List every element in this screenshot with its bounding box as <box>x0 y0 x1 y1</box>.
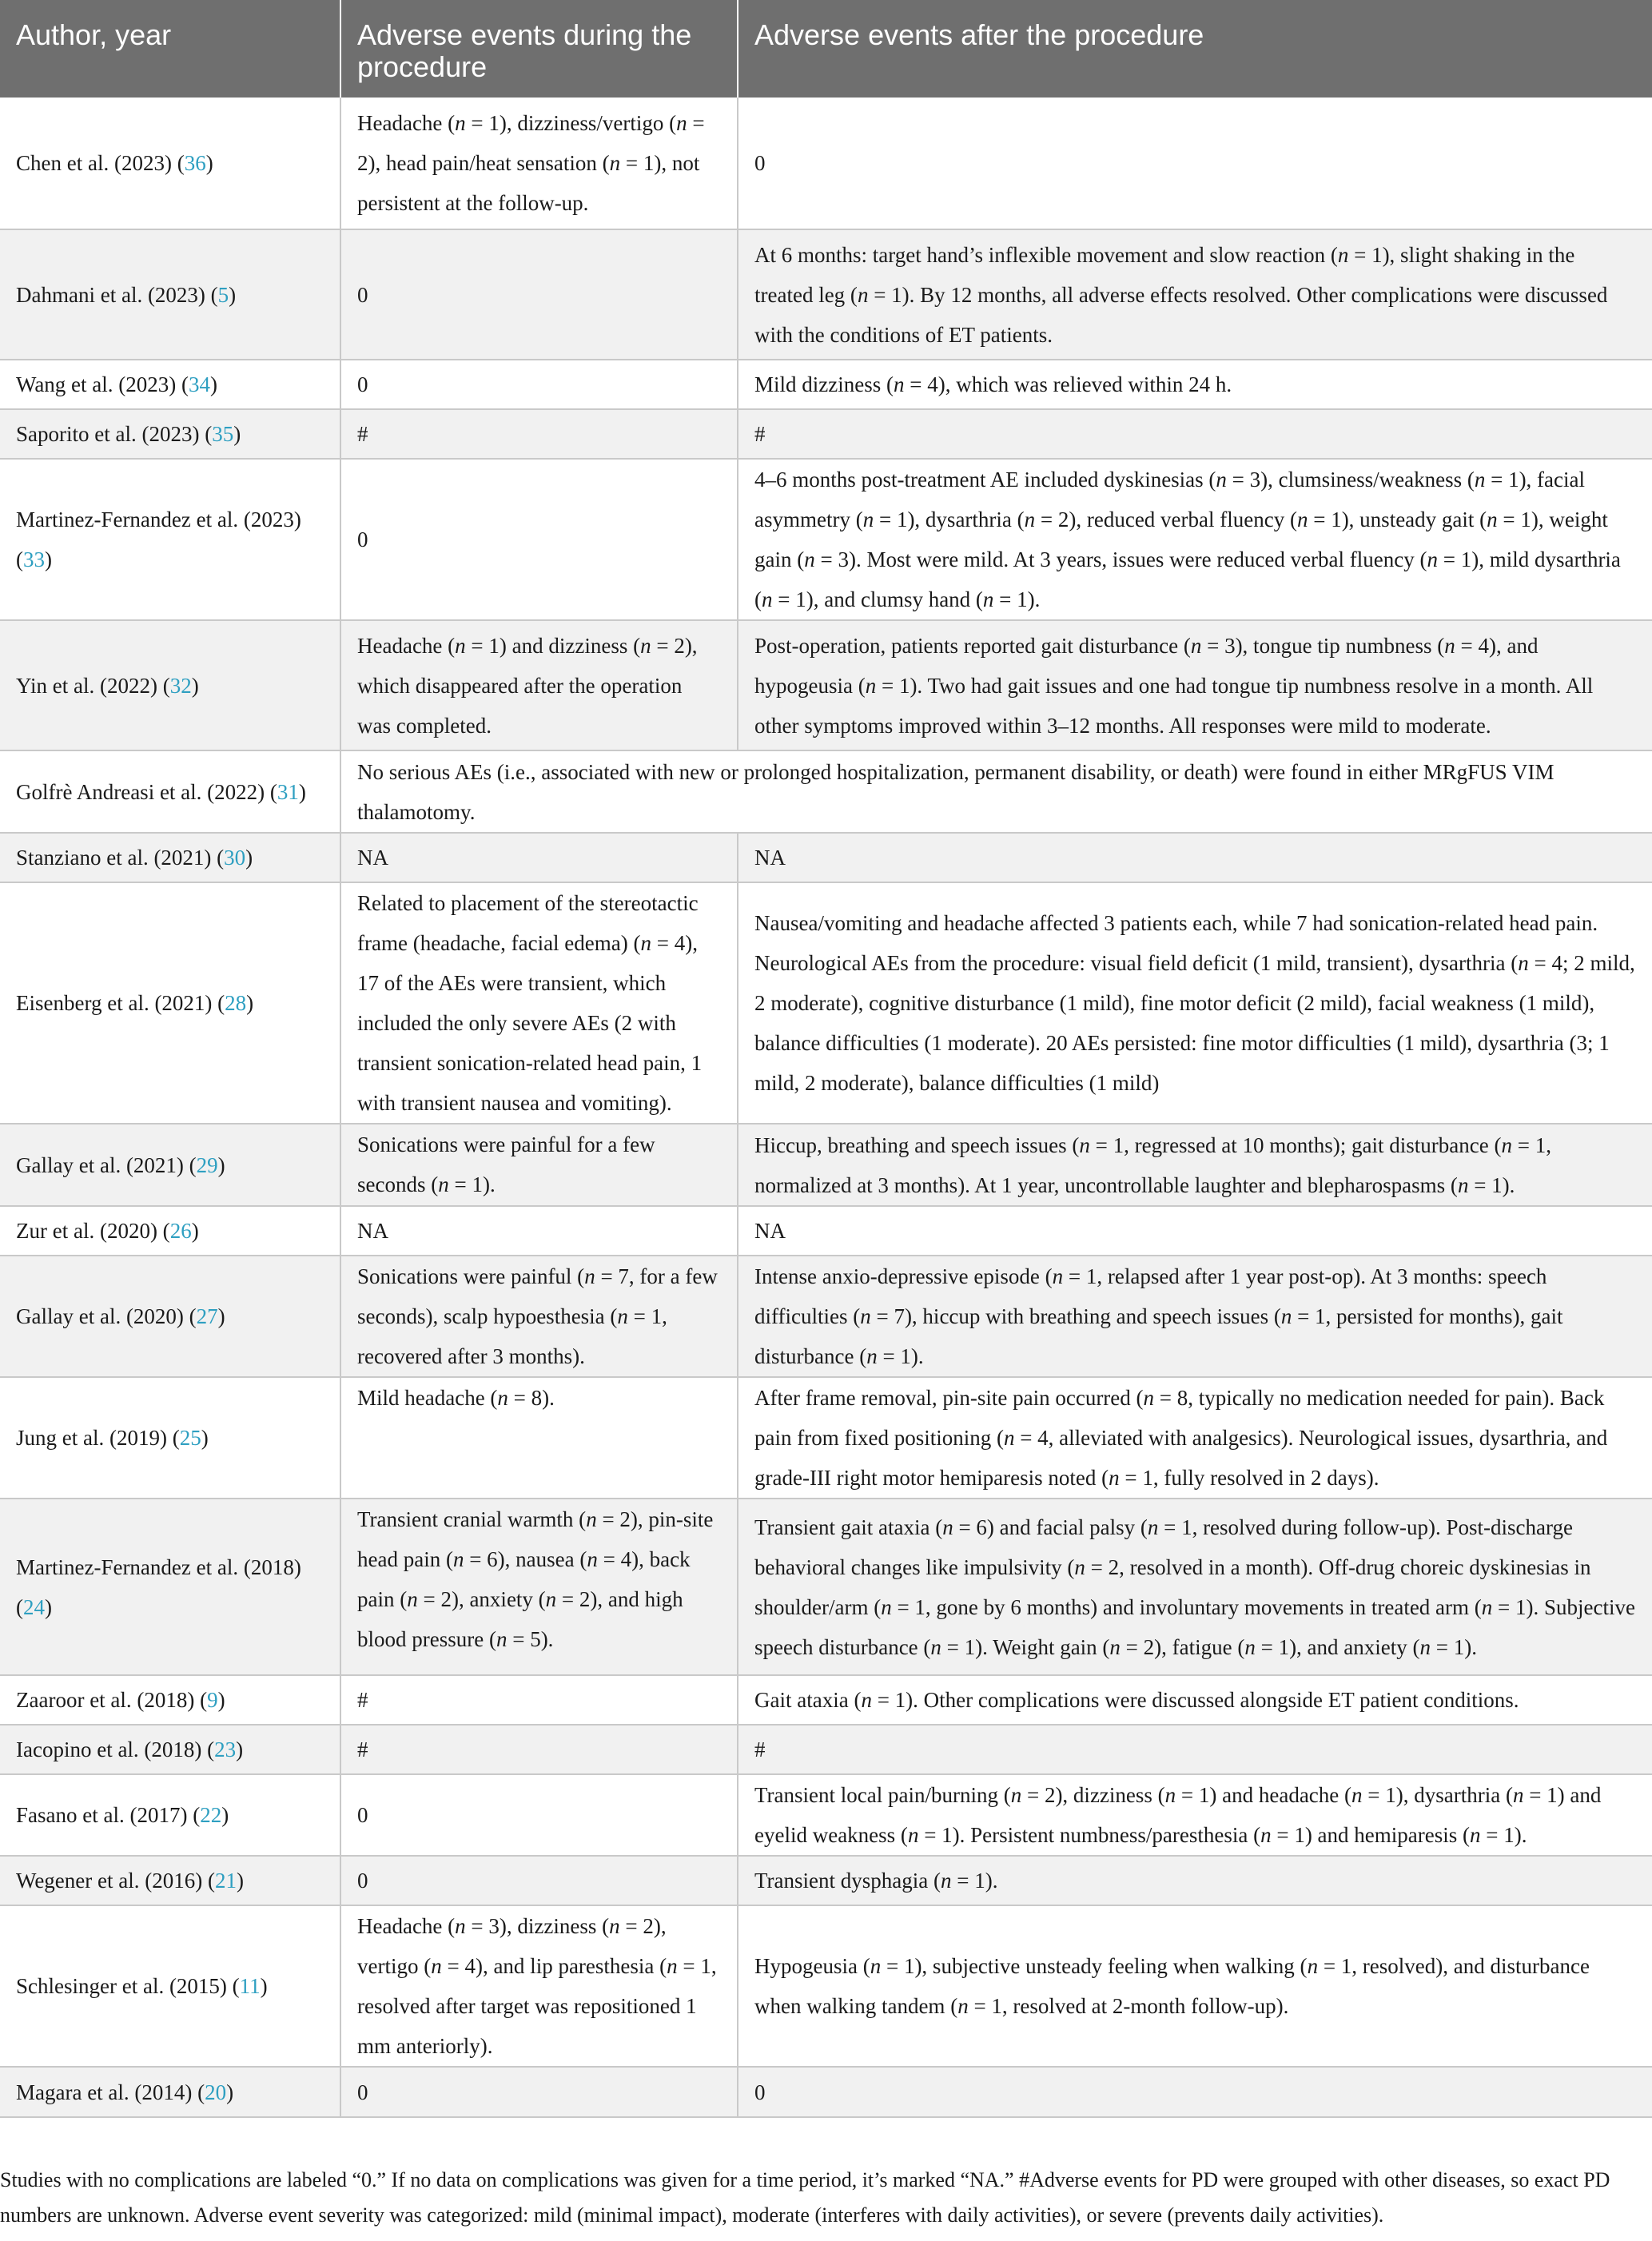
table-body <box>0 98 1652 2117</box>
study-label: Saporito et al. (2023) ( <box>16 422 213 446</box>
reference-link[interactable]: 5 <box>217 282 229 307</box>
study-cell <box>0 2067 340 2117</box>
study-cell <box>0 1725 340 1774</box>
study-label: Zur et al. (2020) ( <box>16 1219 170 1243</box>
during-procedure-cell: 0 <box>340 229 738 360</box>
after-procedure-cell: Hypogeusia (n = 1), subjective unsteady feeling when walking (n = 1, resolved), and disturbance when walking tandem (n = 1, resolved at 2-month follow-up). <box>738 1905 1652 2067</box>
study-cell <box>0 98 340 229</box>
after-procedure-cell: NA <box>738 1206 1652 1256</box>
study-label: Martinez-Fernandez et al. (2023) ( <box>16 508 301 571</box>
study-cell <box>0 1856 340 1905</box>
header-after-procedure: Adverse events after the procedure <box>738 0 1652 98</box>
reference-link[interactable]: 22 <box>200 1803 222 1827</box>
reference-link[interactable]: 27 <box>196 1304 218 1328</box>
study-cell <box>0 1675 340 1725</box>
study-label-close: ) <box>205 151 213 175</box>
study-cell <box>0 750 340 833</box>
study-cell <box>0 1377 340 1499</box>
study-cell <box>0 1124 340 1206</box>
study-label-close: ) <box>45 1594 52 1619</box>
study-label: Zaaroor et al. (2018) ( <box>16 1688 208 1712</box>
during-procedure-cell: # <box>340 1725 738 1774</box>
table-row <box>0 750 1652 833</box>
study-label-close: ) <box>191 673 199 698</box>
after-procedure-cell: 4–6 months post-treatment AE included dyskinesias (n = 3), clumsiness/weakness (n = 1), facial asymmetry (n = 1), dysarthria (n = 2), reduced verbal fluency (n = 1), unsteady gait (n = 1), weight gain (n = 3). Most were mild. At 3 years, issues were reduced verbal fluency (n = 1), mild dysarthria (n = 1), and clumsy hand (n = 1). <box>738 459 1652 620</box>
during-procedure-cell: 0 <box>340 459 738 620</box>
study-cell <box>0 459 340 620</box>
study-label-close: ) <box>45 547 52 571</box>
table-row <box>0 833 1652 882</box>
study-label-close: ) <box>236 1869 244 1893</box>
study-label-close: ) <box>226 2080 234 2104</box>
table-row <box>0 1675 1652 1725</box>
study-label: Eisenberg et al. (2021) ( <box>16 991 225 1015</box>
after-procedure-cell: # <box>738 1725 1652 1774</box>
after-procedure-cell: NA <box>738 833 1652 882</box>
study-label: Dahmani et al. (2023) ( <box>16 282 218 307</box>
during-procedure-cell: NA <box>340 1206 738 1256</box>
during-procedure-cell: 0 <box>340 360 738 409</box>
study-cell <box>0 1499 340 1675</box>
reference-link[interactable]: 33 <box>23 547 45 571</box>
study-label: Magara et al. (2014) ( <box>16 2080 205 2104</box>
reference-link[interactable]: 28 <box>225 991 247 1015</box>
table-row <box>0 1377 1652 1499</box>
reference-link[interactable]: 36 <box>184 151 206 175</box>
during-procedure-cell: Sonications were painful for a few seconds (n = 1). <box>340 1124 738 1206</box>
after-procedure-cell: Transient dysphagia (n = 1). <box>738 1856 1652 1905</box>
study-cell <box>0 882 340 1124</box>
study-label: Wang et al. (2023) ( <box>16 372 189 396</box>
table-header <box>0 0 1652 98</box>
study-label-close: ) <box>217 1688 225 1712</box>
table-row <box>0 409 1652 459</box>
merged-adverse-events-cell: No serious AEs (i.e., associated with new or prolonged hospitalization, permanent disability, or death) were found in either MRgFUS VIM thalamotomy. <box>340 750 1652 833</box>
reference-link[interactable]: 35 <box>212 422 234 446</box>
header-author-year: Author, year <box>0 0 340 98</box>
during-procedure-cell: Mild headache (n = 8). <box>340 1377 738 1499</box>
study-label: Gallay et al. (2021) ( <box>16 1152 197 1177</box>
after-procedure-cell: Transient gait ataxia (n = 6) and facial palsy (n = 1, resolved during follow-up). Post-discharge behavioral changes like impulsivity (n = 2, resolved in a month). Off-drug choreic dyskinesias in shoulder/arm (n = 1, gone by 6 months) and involuntary movements in treated arm (n = 1). Subjective speech disturbance (n = 1). Weight gain (n = 2), fatigue (n = 1), and anxiety (n = 1). <box>738 1499 1652 1675</box>
after-procedure-cell: Mild dizziness (n = 4), which was relieved within 24 h. <box>738 360 1652 409</box>
study-label-close: ) <box>260 1974 268 1998</box>
table-row <box>0 98 1652 229</box>
reference-link[interactable]: 9 <box>207 1688 218 1712</box>
during-procedure-cell: 0 <box>340 1774 738 1856</box>
study-cell <box>0 1256 340 1377</box>
study-label-close: ) <box>233 422 241 446</box>
after-procedure-cell: Gait ataxia (n = 1). Other complications were discussed alongside ET patient conditions. <box>738 1675 1652 1725</box>
study-label-close: ) <box>236 1737 244 1761</box>
during-procedure-cell: NA <box>340 833 738 882</box>
reference-link[interactable]: 30 <box>224 846 246 870</box>
study-cell <box>0 1774 340 1856</box>
table-row <box>0 360 1652 409</box>
during-procedure-cell: 0 <box>340 1856 738 1905</box>
header-row <box>0 0 1652 98</box>
study-label: Jung et al. (2019) ( <box>16 1426 180 1450</box>
during-procedure-cell: Headache (n = 1), dizziness/vertigo (n = 2), head pain/heat sensation (n = 1), not persistent at the follow-up. <box>340 98 738 229</box>
header-during-procedure: Adverse events during the procedure <box>340 0 738 98</box>
reference-link[interactable]: 25 <box>179 1426 201 1450</box>
after-procedure-cell: Post-operation, patients reported gait disturbance (n = 3), tongue tip numbness (n = 4), and hypogeusia (n = 1). Two had gait issues and one had tongue tip numbness resolve in a month. All other symptoms improved within 3–12 months. All responses were mild to moderate. <box>738 620 1652 750</box>
table-row <box>0 1499 1652 1675</box>
table-row <box>0 1206 1652 1256</box>
study-cell <box>0 620 340 750</box>
study-label-close: ) <box>246 991 254 1015</box>
during-procedure-cell: Transient cranial warmth (n = 2), pin-site head pain (n = 6), nausea (n = 4), back pain (n = 2), anxiety (n = 2), and high blood pressure (n = 5). <box>340 1499 738 1675</box>
study-label: Yin et al. (2022) ( <box>16 673 170 698</box>
study-label: Gallay et al. (2020) ( <box>16 1304 197 1328</box>
study-label: Schlesinger et al. (2015) ( <box>16 1974 240 1998</box>
reference-link[interactable]: 26 <box>169 1219 192 1243</box>
reference-link[interactable]: 23 <box>214 1737 237 1761</box>
study-label-close: ) <box>298 779 306 804</box>
reference-link[interactable]: 21 <box>214 1869 237 1893</box>
table-row <box>0 1905 1652 2067</box>
study-label-close: ) <box>245 846 253 870</box>
during-procedure-cell: Sonications were painful (n = 7, for a few seconds), scalp hypoesthesia (n = 1, recovered after 3 months). <box>340 1256 738 1377</box>
reference-link[interactable]: 31 <box>277 779 299 804</box>
study-label-close: ) <box>221 1803 229 1827</box>
table-row <box>0 1256 1652 1377</box>
study-label: Golfrè Andreasi et al. (2022) ( <box>16 779 277 804</box>
reference-link[interactable]: 20 <box>205 2080 227 2104</box>
study-label-close: ) <box>201 1426 209 1450</box>
study-label: Fasano et al. (2017) ( <box>16 1803 201 1827</box>
table-footnote: Studies with no complications are labeled “0.” If no data on complications was given for a time period, it’s marked “NA.” #Adverse events for PD were grouped with other diseases, so exact PD numbers are unknown. Adverse event severity was categorized: mild (minimal impact), moderate (interferes with daily activities), or severe (prevents daily activities). <box>0 2168 1610 2227</box>
study-label-close: ) <box>217 1304 225 1328</box>
during-procedure-cell: # <box>340 409 738 459</box>
table-row <box>0 2067 1652 2117</box>
table-row <box>0 620 1652 750</box>
table-row <box>0 1725 1652 1774</box>
after-procedure-cell: After frame removal, pin-site pain occurred (n = 8, typically no medication needed for pain). Back pain from fixed positioning (n = 4, alleviated with analgesics). Neurological issues, dysarthria, and grade-III right motor hemiparesis noted (n = 1, fully resolved in 2 days). <box>738 1377 1652 1499</box>
study-label-close: ) <box>191 1219 199 1243</box>
study-label: Chen et al. (2023) ( <box>16 151 185 175</box>
after-procedure-cell: Hiccup, breathing and speech issues (n = 1, regressed at 10 months); gait disturbance (n = 1, normalized at 3 months). At 1 year, uncontrollable laughter and blepharospasms (n = 1). <box>738 1124 1652 1206</box>
after-procedure-cell: 0 <box>738 2067 1652 2117</box>
reference-link[interactable]: 29 <box>196 1152 218 1177</box>
during-procedure-cell: Headache (n = 1) and dizziness (n = 2), which disappeared after the operation was completed. <box>340 620 738 750</box>
study-cell <box>0 833 340 882</box>
study-label: Iacopino et al. (2018) ( <box>16 1737 215 1761</box>
study-cell <box>0 1206 340 1256</box>
during-procedure-cell: 0 <box>340 2067 738 2117</box>
reference-link[interactable]: 34 <box>189 372 210 396</box>
study-cell <box>0 229 340 360</box>
study-label: Stanziano et al. (2021) ( <box>16 846 225 870</box>
table-row <box>0 1124 1652 1206</box>
study-cell <box>0 360 340 409</box>
after-procedure-cell: Transient local pain/burning (n = 2), dizziness (n = 1) and headache (n = 1), dysarthria (n = 1) and eyelid weakness (n = 1). Persistent numbness/paresthesia (n = 1) and hemiparesis (n = 1). <box>738 1774 1652 1856</box>
after-procedure-cell: Nausea/vomiting and headache affected 3 patients each, while 7 had sonication-related head pain. Neurological AEs from the procedure: visual field deficit (1 mild, transient), dysarthria (n = 4; 2 mild, 2 moderate), cognitive disturbance (1 mild), fine motor deficit (2 mild), facial weakness (1 mild), balance difficulties (1 moderate). 20 AEs persisted: fine motor difficulties (1 mild), dysarthria (3; 1 mild, 2 moderate), balance difficulties (1 mild) <box>738 882 1652 1124</box>
study-label: Wegener et al. (2016) ( <box>16 1869 215 1893</box>
after-procedure-cell: # <box>738 409 1652 459</box>
during-procedure-cell: Related to placement of the stereotactic frame (headache, facial edema) (n = 4), 17 of the AEs were transient, which included the only severe AEs (2 with transient sonication-related head pain, 1 with transient nausea and vomiting). <box>340 882 738 1124</box>
after-procedure-cell: At 6 months: target hand’s inflexible movement and slow reaction (n = 1), slight shaking in the treated leg (n = 1). By 12 months, all adverse effects resolved. Other complications were discussed with the conditions of ET patients. <box>738 229 1652 360</box>
table-row <box>0 1774 1652 1856</box>
after-procedure-cell: Intense anxio-depressive episode (n = 1, relapsed after 1 year post-op). At 3 months: speech difficulties (n = 7), hiccup with breathing and speech issues (n = 1, persisted for months), gait disturbance (n = 1). <box>738 1256 1652 1377</box>
table-row <box>0 229 1652 360</box>
reference-link[interactable]: 24 <box>23 1594 45 1619</box>
table-row <box>0 882 1652 1124</box>
after-procedure-cell: 0 <box>738 98 1652 229</box>
reference-link[interactable]: 11 <box>239 1974 261 1998</box>
during-procedure-cell: Headache (n = 3), dizziness (n = 2), vertigo (n = 4), and lip paresthesia (n = 1, resolved after target was repositioned 1 mm anteriorly). <box>340 1905 738 2067</box>
study-label-close: ) <box>217 1152 225 1177</box>
study-label-close: ) <box>210 372 217 396</box>
table-row <box>0 1856 1652 1905</box>
study-label: Martinez-Fernandez et al. (2018) ( <box>16 1554 301 1619</box>
study-cell <box>0 1905 340 2067</box>
reference-link[interactable]: 32 <box>169 673 192 698</box>
study-cell <box>0 409 340 459</box>
table-row <box>0 459 1652 620</box>
study-label-close: ) <box>229 282 237 307</box>
during-procedure-cell: # <box>340 1675 738 1725</box>
